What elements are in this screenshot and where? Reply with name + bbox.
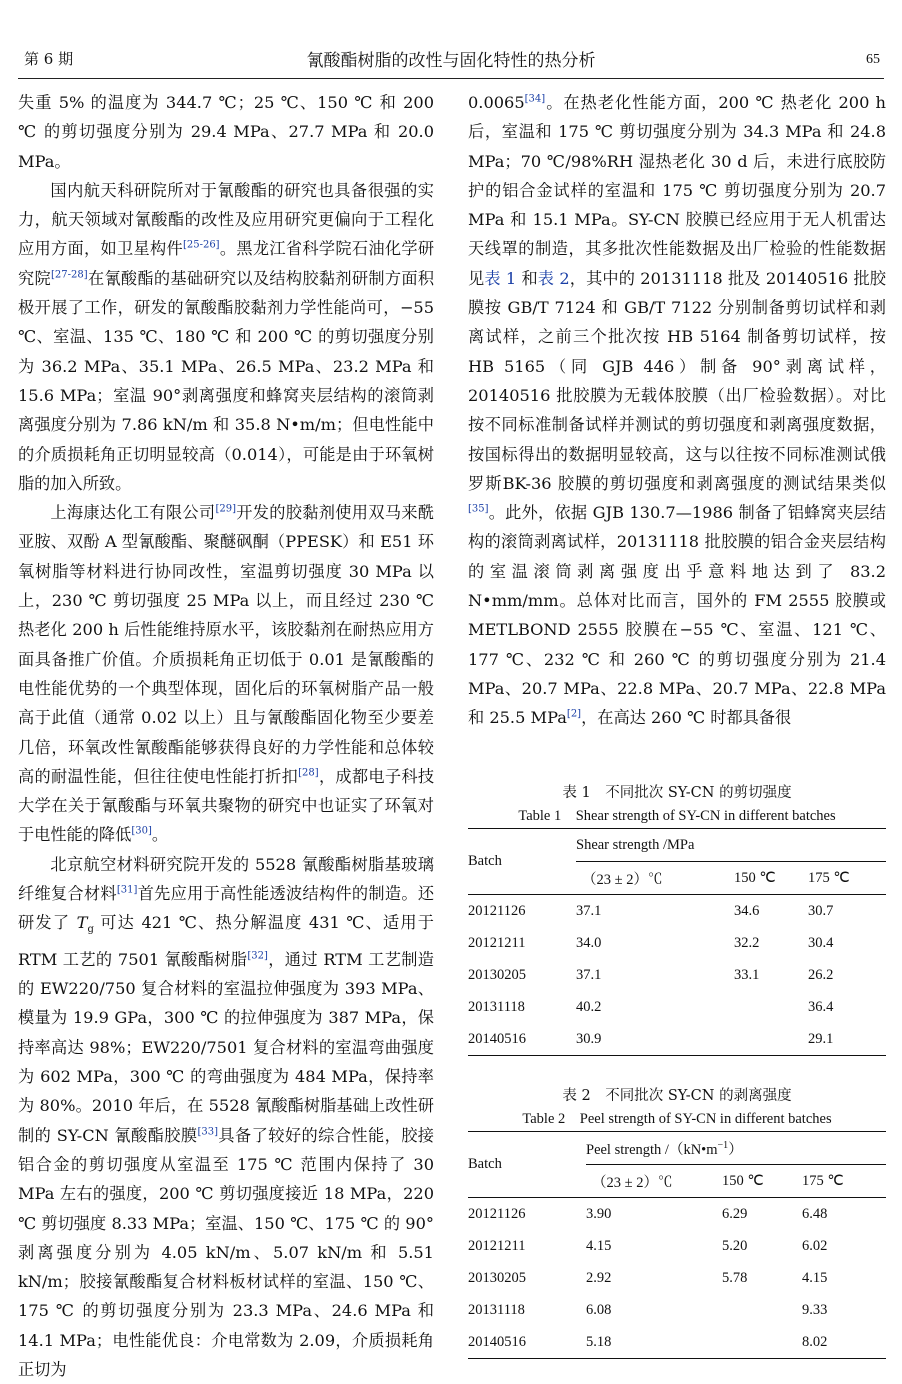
table-row xyxy=(468,1326,886,1359)
table-1 xyxy=(468,782,886,1056)
table-cell: 6.48 xyxy=(802,1205,828,1222)
table-cell: 20121211 xyxy=(468,934,526,951)
table-2-caption-en: Table 2 Peel strength of SY-CN in different batches xyxy=(522,1111,832,1127)
table-cell: 4.15 xyxy=(802,1269,828,1286)
citation-link[interactable]: [31] xyxy=(116,884,138,896)
table-2-grid xyxy=(468,1131,886,1359)
table-cell: 30.9 xyxy=(576,1023,734,1056)
table-cell: 3.90 xyxy=(586,1205,612,1222)
table-row xyxy=(468,991,886,1023)
table-cell: 20131118 xyxy=(468,1301,525,1318)
table-cell: 40.2 xyxy=(576,998,602,1015)
table-cell: 26.2 xyxy=(808,966,834,983)
text: ，通过 RTM 工艺制造的 EW220/750 复合材料的室温拉伸强度为 393 MPa、模量为 19.9 GPa，300 ℃ 的拉伸强度为 387 MPa，保持率高达 98%；EW220/7501 复合材料的室温弯曲强度为 602 MPa，300 ℃ 的弯曲强度为 484 MPa，保持率为 80%。2010 年后，在 5528 氰酸酯树脂基础上改性研制的 SY-CN 氰酸酯胶膜 xyxy=(18,949,434,1145)
paragraph-1: 失重 5% 的温度为 344.7 ℃；25 ℃、150 ℃ 和 200 ℃ 的剪切强度分别为 29.4 MPa、27.7 MPa 和 20.0 MPa。 xyxy=(18,93,434,171)
text: 首先应用于高性能透波结构件的制造。还研发了 xyxy=(18,884,435,933)
table-row xyxy=(468,1023,886,1056)
table-row xyxy=(468,1230,886,1262)
text: 北京航空材料研究院开发的 5528 氰酸酯树脂基玻璃纤维复合材料 xyxy=(18,854,434,904)
table-subheader: （23 ± 2）℃ xyxy=(586,1165,722,1198)
text: 在氰酸酯的基础研究以及结构胶黏剂研制方面积极开展了工作，研发的氰酸酯胶黏剂力学性能尚可，−55 ℃、室温、135 ℃、180 ℃ 和 200 ℃ 的剪切强度分别为 36.2 MPa、35.1 MPa、26.5 MPa、23.2 MPa 和 15.6 MPa；室温 90°剥离强度和蜂窝夹层结构的滚筒剥离强度分别为 7.86 kN/m 和 35.8 N•m/m；但电性能中的介质损耗角正切明显较高（0.014），可能是由于环氧树脂的加入所致。 xyxy=(18,268,435,493)
table-header-group xyxy=(586,1132,886,1165)
table-1-grid xyxy=(468,828,886,1056)
text: 上海康达化工有限公司 xyxy=(50,503,216,523)
table-cell: 29.1 xyxy=(808,1023,886,1056)
citation-link[interactable]: [2] xyxy=(566,708,582,720)
table-header-batch: Batch xyxy=(468,1132,586,1198)
running-title: 氰酸酯树脂的改性与固化特性的热分析 xyxy=(306,51,596,71)
table-cell: 34.6 xyxy=(734,902,760,919)
table-1-link[interactable]: 表 1 xyxy=(484,268,517,288)
table-cell xyxy=(722,1294,802,1326)
table-row xyxy=(468,1262,886,1294)
text: ，成都电子科技大学在关于氰酸酯与环氧共聚物的研究中也证实了环氧对于电性能的降低 xyxy=(18,766,435,845)
table-subheader: （23 ± 2）℃ xyxy=(576,862,734,895)
table-cell: 9.33 xyxy=(802,1301,828,1318)
page-header xyxy=(0,0,902,80)
table-cell: 30.7 xyxy=(808,902,834,919)
citation-link[interactable]: [29] xyxy=(215,503,236,515)
text: Peel strength /（kN•m xyxy=(586,1141,718,1158)
left-column xyxy=(18,88,434,1384)
table-row xyxy=(468,1198,886,1231)
text: 国内航天科研院所对于氰酸酯的研究也具备很强的实力，航天领域对氰酸酯的改性及应用研究更偏向于工程化应用方面，如卫星构件 xyxy=(18,180,434,259)
table-subheader: 150 ℃ xyxy=(734,862,808,895)
table-cell: 2.92 xyxy=(586,1269,612,1286)
citation-link[interactable]: [28] xyxy=(298,767,319,779)
table-cell: 37.1 xyxy=(576,966,602,983)
table-header-group: Shear strength /MPa xyxy=(576,829,886,862)
text: 可达 421 ℃、热分解温度 431 ℃、适用于 RTM 工艺的 7501 氰酸酯树脂 xyxy=(18,913,434,969)
text: 。在热老化性能方面，200 ℃ 热老化 200 h 后，室温和 175 ℃ 剪切强度分别为 34.3 MPa 和 24.8 MPa；70 ℃/98%RH 湿热老化 30 d 后，未进行底胶防护的铝合金试样的室温和 175 ℃ 剪切强度分别为 20.7 MPa 和 15.1 MPa。SY-CN 胶膜已经应用于无人机雷达天线罩的制造，其多批次性能数据及出厂检验的性能数据见 xyxy=(468,93,886,288)
citation-link[interactable]: [34] xyxy=(524,93,546,105)
table-cell xyxy=(734,991,808,1023)
table-cell: 37.1 xyxy=(576,902,602,919)
text: 和 xyxy=(516,268,538,288)
text: 开发的胶黏剂使用双马来酰亚胺、双酚 A 型氰酸酯、聚醚砜酮（PPESK）和 E51 环氧树脂等材料进行协同改性，室温剪切强度 30 MPa 以上，230 ℃ 剪切强度 25 MPa 以上，而且经过 230 ℃ 热老化 200 h 后性能维持原水平，该胶黏剂在耐热应用方面具备推广价值。介质损耗角正切低于 0.01 是氰酸酯的电性能优势的一个典型体现，固化后的环氧树脂产品一般高于此值（通常 0.02 以上）且与氰酸酯固化物至少要差几倍，环氧改性氰酸酯能够获得良好的力学性能和总体较高的耐温性能，但往往使电性能打折扣 xyxy=(18,503,435,786)
table-cell: 8.02 xyxy=(802,1326,886,1359)
table-cell: 5.78 xyxy=(722,1269,748,1286)
citation-link[interactable]: [35] xyxy=(468,503,489,515)
table-1-caption-en: Table 1 Shear strength of SY-CN in different batches xyxy=(518,808,836,824)
table-2 xyxy=(468,1085,886,1359)
table-cell: 5.18 xyxy=(586,1326,722,1359)
table-row xyxy=(468,895,886,928)
header-rule xyxy=(18,78,884,79)
text: 。此外，依据 GJB 130.7—1986 制备了铝蜂窝夹层结构的滚筒剥离试样，20131118 批胶膜的铝合金夹层结构的室温滚筒剥离强度出乎意料地达到了 83.2 N•mm/mm。总体对比而言，国外的 FM 2555 胶膜或 METLBOND 2555 胶膜在−55 ℃、室温、121 ℃、177 ℃、232 ℃ 和 260 ℃ 的剪切强度分别为 21.4 MPa、20.7 MPa、22.8 MPa、20.7 MPa、22.8 MPa 和 25.5 MPa xyxy=(468,503,886,728)
table-cell: 34.0 xyxy=(576,934,602,951)
paragraph-4 xyxy=(18,850,434,1384)
paragraph-3 xyxy=(18,498,434,850)
table-cell: 6.08 xyxy=(586,1301,612,1318)
table-cell: 20131118 xyxy=(468,998,525,1015)
table-cell: 20121211 xyxy=(468,1237,526,1254)
citation-link[interactable]: [25-26] xyxy=(182,240,220,252)
table-cell: 33.1 xyxy=(734,966,760,983)
table-cell xyxy=(722,1326,802,1359)
table-row xyxy=(468,927,886,959)
table-header-batch: Batch xyxy=(468,829,576,895)
paragraph-2 xyxy=(18,176,434,498)
table-cell: 6.29 xyxy=(722,1205,748,1222)
table-row xyxy=(468,1294,886,1326)
table-subheader: 150 ℃ xyxy=(722,1165,802,1198)
tg-subscript: g xyxy=(87,924,94,936)
tg-symbol: T xyxy=(76,913,88,933)
table-cell: 5.20 xyxy=(722,1237,748,1254)
text: ，在高达 260 ℃ 时都具备很 xyxy=(581,708,792,728)
citation-link[interactable]: [27-28] xyxy=(51,269,88,281)
table-cell xyxy=(734,1023,808,1056)
page-number: 65 xyxy=(866,52,880,67)
unit-exponent: −1 xyxy=(717,1139,729,1151)
right-column xyxy=(468,88,886,733)
table-cell: 20140516 xyxy=(468,1326,586,1359)
table-cell: 20121126 xyxy=(468,1205,526,1222)
table-2-link[interactable]: 表 2 xyxy=(537,268,570,288)
text: 。黑龙江省科学院石油化学研究院 xyxy=(18,239,435,288)
table-cell: 6.02 xyxy=(802,1237,828,1254)
table-cell: 20130205 xyxy=(468,1269,526,1286)
paragraph-5 xyxy=(468,88,886,733)
table-cell: 4.15 xyxy=(586,1237,612,1254)
table-row xyxy=(468,959,886,991)
text: 具备了较好的综合性能，胶接铝合金的剪切强度从室温至 175 ℃ 范围内保持了 30 MPa 左右的强度，200 ℃ 剪切强度接近 18 MPa，220 ℃ 剪切强度 8.33 MPa；室温、150 ℃、175 ℃ 的 90°剥离强度分别为 4.05 kN/m、5.07 kN/m 和 5.51 kN/m；胶接氰酸酯复合材料板材试样的室温、150 ℃、175 ℃ 的剪切强度分别为 23.3 MPa、24.6 MPa 和 14.1 MPa；电性能优良：介电常数为 2.09，介质损耗角正切为 xyxy=(18,1125,434,1379)
text: 。 xyxy=(151,825,169,845)
text: ，其中的 20131118 批及 20140516 批胶膜按 GB/T 7124 和 GB/T 7122 分别制备剪切试样和剥离试样，之前三个批次按 HB 5164 制备剪切试样，按 HB 5165（同 GJB 446）制备 90°剥离试样，20140516 批胶膜为无载体胶膜（出厂检验数据）。对比按不同标准制备试样并测试的剪切强度和剥离强度数据，按国标得出的数据明显较高，这与以往按不同标准测试俄罗斯BK-36 胶膜的剪切强度和剥离强度的测试结果类似 xyxy=(468,268,886,493)
issue-number: 第 6 期 xyxy=(24,50,74,68)
table-cell: 20130205 xyxy=(468,966,526,983)
citation-link[interactable]: [32] xyxy=(247,950,268,962)
citation-link[interactable]: [30] xyxy=(131,826,152,838)
table-cell: 20140516 xyxy=(468,1023,576,1056)
table-2-caption-cn: 表 2 不同批次 SY-CN 的剥离强度 xyxy=(562,1088,792,1104)
table-cell: 30.4 xyxy=(808,934,834,951)
table-cell: 32.2 xyxy=(734,934,760,951)
table-1-caption-cn: 表 1 不同批次 SY-CN 的剪切强度 xyxy=(562,785,792,801)
text: ） xyxy=(728,1141,743,1158)
citation-link[interactable]: [33] xyxy=(197,1126,218,1138)
text: 0.0065 xyxy=(468,93,525,112)
table-cell: 36.4 xyxy=(808,998,834,1015)
table-subheader: 175 ℃ xyxy=(802,1165,886,1198)
table-cell: 20121126 xyxy=(468,902,526,919)
table-subheader: 175 ℃ xyxy=(808,862,886,895)
